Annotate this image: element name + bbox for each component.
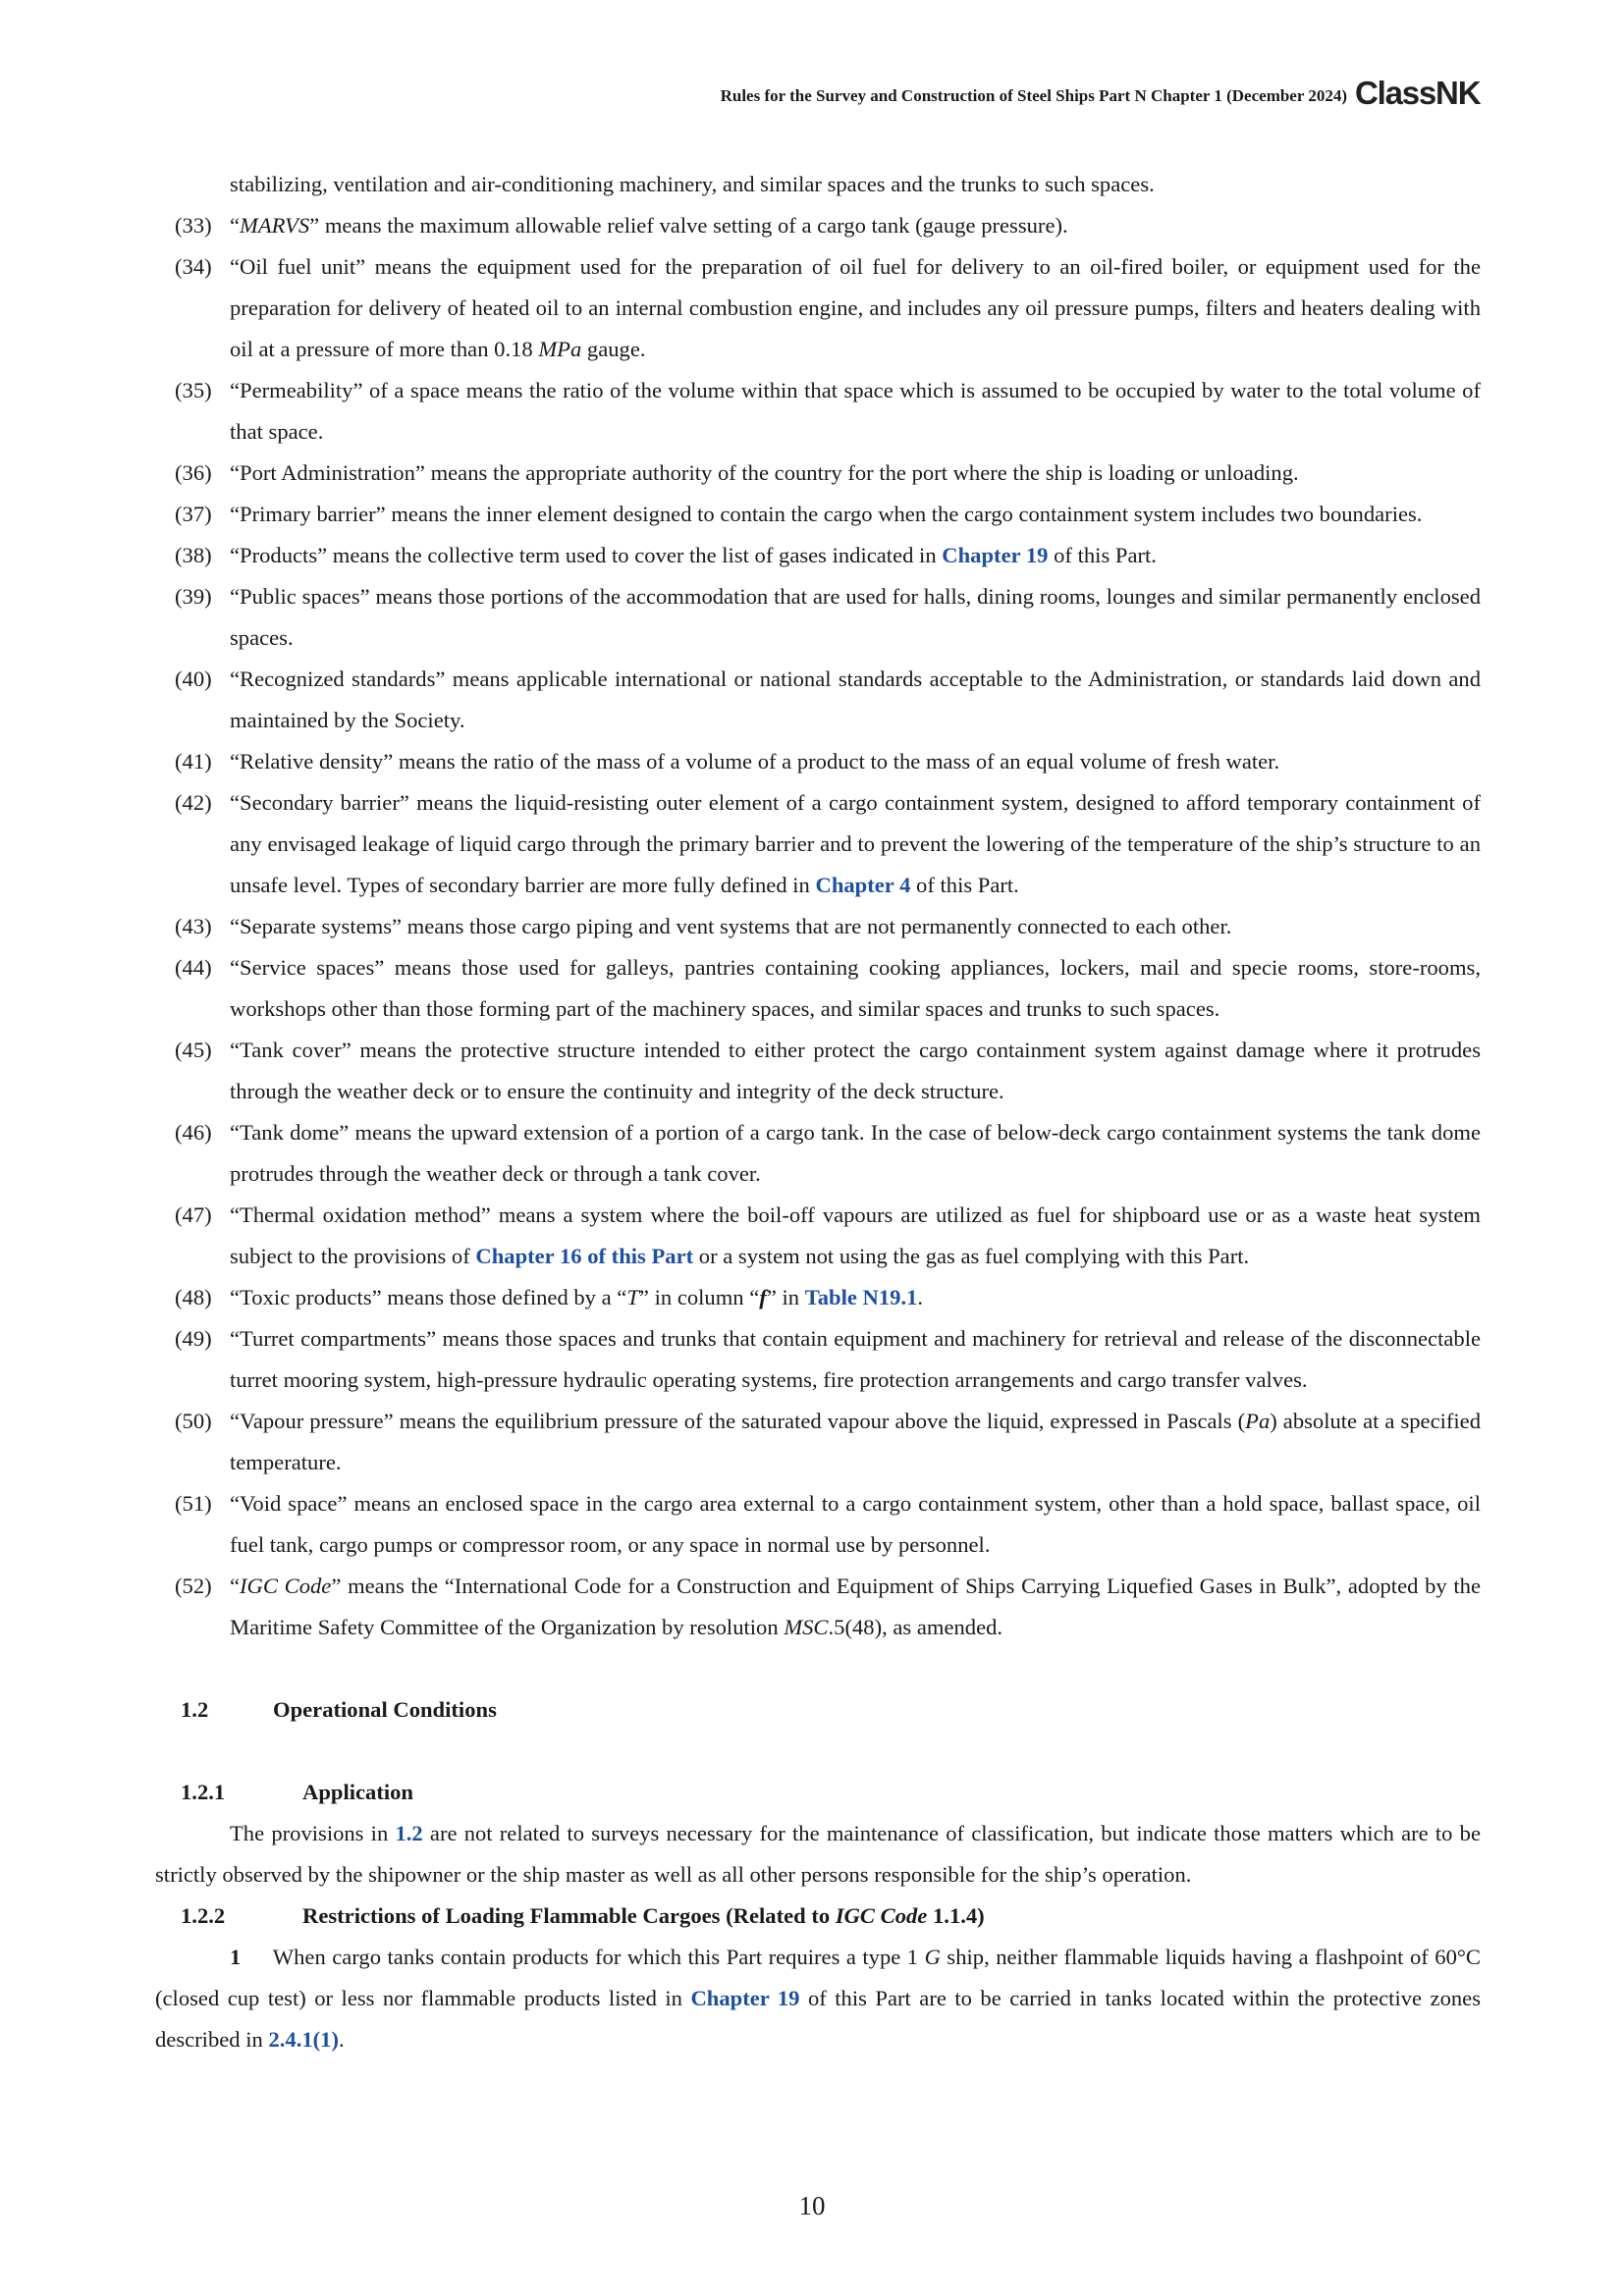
application-paragraph: [155, 1813, 1481, 1896]
text-run: “Relative density” means the ratio of the mass of a volume of a product to the mass of an equal volume of fresh water.: [230, 749, 1280, 774]
definition-text: [230, 1491, 1481, 1557]
definition-text: [230, 1202, 1481, 1268]
definition-number: (47): [175, 1202, 212, 1227]
text-run: “Permeability” of a space means the ratio of the volume within that space which is assumed to be occupied by water to the total volume of that space.: [230, 378, 1481, 444]
header-title: Rules for the Survey and Construction of Steel Ships Part N Chapter 1 (December 2024): [720, 86, 1347, 105]
definitions-list: [155, 164, 1481, 1648]
paragraph-text: [155, 1945, 1481, 2052]
text-run: “Products” means the collective term used to cover the list of gases indicated in: [230, 543, 943, 567]
page-content: [155, 164, 1481, 2060]
page-number: 10: [798, 2191, 826, 2220]
definition-number: (50): [175, 1409, 212, 1433]
classnk-logo: ClassNK: [1355, 75, 1481, 111]
text-run: “: [230, 213, 241, 238]
text-run: “Thermal oxidation method” means a system where the boil-off vapours are utilized as fuel for shipboard use or as a waste heat system subject to the provisions of: [230, 1202, 1481, 1268]
definition-text: [230, 460, 1299, 485]
italic-term: IGC Code: [835, 1903, 928, 1928]
definition-text: [230, 1120, 1481, 1186]
cross-reference-link[interactable]: Chapter 19: [942, 543, 1049, 567]
text-run: stabilizing, ventilation and air-conditioning machinery, and similar spaces and the trunks to such spaces.: [230, 172, 1155, 196]
definition-text: [230, 543, 1157, 567]
definition-text: [230, 584, 1481, 650]
definition-text: [230, 172, 1155, 196]
definition-text: [230, 254, 1481, 361]
definition-item: [155, 1277, 1481, 1318]
cross-reference-link[interactable]: Table N19.1: [804, 1285, 918, 1309]
cross-reference-link[interactable]: 1.2: [395, 1821, 423, 1845]
section-number: 1.2: [181, 1697, 209, 1722]
text-run: .: [917, 1285, 924, 1309]
italic-term: MARVS: [240, 213, 310, 238]
text-run: “Oil fuel unit” means the equipment used for the preparation of oil fuel for delivery to an oil-fired boiler, or equipment used for the preparation for delivery of heated oil to an internal combustion engine, and includes any oil pressure pumps, filters and heaters dealing with oil at a pressure of more than 0.18: [230, 254, 1481, 361]
subsection-title: Application: [302, 1780, 413, 1804]
definition-item: [155, 164, 1481, 205]
italic-term: IGC Code: [240, 1574, 332, 1598]
text-run: are not related to surveys necessary for the maintenance of classification, but indicate those matters which are to be strictly observed by the shipowner or the ship master as well as all other persons responsible for the ship’s operation.: [155, 1821, 1481, 1887]
definition-text: [230, 502, 1422, 526]
definition-item: [155, 453, 1481, 494]
definition-number: (39): [175, 584, 212, 609]
definition-text: [230, 790, 1481, 897]
definition-number: (33): [175, 213, 212, 238]
subsection-number: 1.2.1: [181, 1780, 226, 1804]
definition-item: [155, 1030, 1481, 1112]
italic-term: G: [924, 1945, 941, 1969]
definition-item: [155, 906, 1481, 947]
cross-reference-link[interactable]: Chapter 16 of this Part: [475, 1244, 694, 1268]
italic-term: MPa: [538, 337, 582, 361]
cross-reference-link[interactable]: Chapter 19: [690, 1986, 800, 2010]
definition-text: [230, 955, 1481, 1021]
text-run: “: [230, 1574, 241, 1598]
definition-item: [155, 246, 1481, 370]
definition-text: [230, 914, 1231, 938]
definition-text: [230, 1285, 923, 1309]
page-header: [0, 73, 1624, 122]
text-run: or a system not using the gas as fuel complying with this Part.: [693, 1244, 1250, 1268]
section-heading: [155, 1689, 1481, 1731]
definition-number: (44): [175, 955, 212, 980]
text-run: “Tank dome” means the upward extension of a portion of a cargo tank. In the case of below-deck cargo containment systems the tank dome protrudes through the weather deck or through a tank cover.: [230, 1120, 1481, 1186]
definition-text: [230, 1574, 1481, 1639]
text-run: of this Part are to be carried in tanks located within the protective zones described in: [155, 1986, 1481, 2052]
definition-item: [155, 1318, 1481, 1401]
bold-italic-term: f: [759, 1285, 767, 1309]
definition-item: [155, 205, 1481, 246]
text-run: ” means the “International Code for a Construction and Equipment of Ships Carrying Liquefied Gases in Bulk”, adopted by the Maritime Safety Committee of the Organization by resolution: [230, 1574, 1481, 1639]
text-run: “Void space” means an enclosed space in the cargo area external to a cargo containment system, other than a hold space, ballast space, oil fuel tank, cargo pumps or compressor room, or any space in normal use by personnel.: [230, 1491, 1481, 1557]
definition-number: (35): [175, 378, 212, 402]
text-run: of this Part.: [910, 873, 1019, 897]
cross-reference-link[interactable]: Chapter 4: [815, 873, 911, 897]
italic-term: Pa: [1245, 1409, 1271, 1433]
definition-number: (43): [175, 914, 212, 938]
definition-text: [230, 667, 1481, 732]
paragraph-number: 1: [230, 1945, 242, 1969]
definition-number: (36): [175, 460, 212, 485]
text-run: ” in column “: [638, 1285, 760, 1309]
definition-number: (41): [175, 749, 212, 774]
definition-number: (46): [175, 1120, 212, 1145]
definition-item: [155, 535, 1481, 576]
definition-number: (45): [175, 1038, 212, 1062]
text-run: ” means the maximum allowable relief valve setting of a cargo tank (gauge pressure).: [309, 213, 1068, 238]
definition-item: [155, 741, 1481, 782]
text-run: ) absolute at a specified temperature.: [230, 1409, 1481, 1474]
text-run: of this Part.: [1048, 543, 1157, 567]
definition-item: [155, 947, 1481, 1030]
definition-item: [155, 782, 1481, 906]
text-run: gauge.: [581, 337, 646, 361]
italic-term: MSC: [784, 1615, 829, 1639]
text-run: “Toxic products” means those defined by a “: [230, 1285, 627, 1309]
text-run: 1.1.4): [927, 1903, 985, 1928]
definition-item: [155, 1566, 1481, 1648]
subsection-heading-restrictions: [155, 1896, 1481, 1937]
definition-number: (48): [175, 1285, 212, 1309]
text-run: “Separate systems” means those cargo piping and vent systems that are not permanently connected to each other.: [230, 914, 1232, 938]
definition-number: (34): [175, 254, 212, 279]
definition-number: (51): [175, 1491, 212, 1516]
text-run: “Port Administration” means the appropriate authority of the country for the port where the ship is loading or unloading.: [230, 460, 1299, 485]
text-run: “Vapour pressure” means the equilibrium pressure of the saturated vapour above the liquid, expressed in Pascals (: [230, 1409, 1246, 1433]
text-run: “Turret compartments” means those spaces and trunks that contain equipment and machinery for retrieval and release of the disconnectable turret mooring system, high-pressure hydraulic operating systems, fire protection arrangements and cargo transfer valves.: [230, 1326, 1481, 1392]
section-title: Operational Conditions: [273, 1697, 497, 1722]
text-run: “Tank cover” means the protective structure intended to either protect the cargo containment system against damage where it protrudes through the weather deck or to ensure the continuity and integrity of the deck structure.: [230, 1038, 1481, 1103]
definition-number: (40): [175, 667, 212, 691]
text-run: ” in: [766, 1285, 805, 1309]
definition-number: (38): [175, 543, 212, 567]
definition-number: (49): [175, 1326, 212, 1351]
definition-number: (37): [175, 502, 212, 526]
definition-number: (42): [175, 790, 212, 815]
definition-text: [230, 749, 1279, 774]
subsection-title: [302, 1896, 985, 1937]
definition-item: [155, 1483, 1481, 1566]
subsection-number: 1.2.2: [181, 1903, 226, 1928]
definition-text: [230, 1038, 1481, 1103]
text-run: When cargo tanks contain products for which this Part requires a type 1: [272, 1945, 925, 1969]
text-run: “Service spaces” means those used for galleys, pantries containing cooking appliances, lockers, mail and specie rooms, store-rooms, workshops other than those forming part of the machinery spaces, and similar spaces and trunks to such spaces.: [230, 955, 1481, 1021]
definition-text: [230, 213, 1068, 238]
definition-item: [155, 1195, 1481, 1277]
text-run: .5(48), as amended.: [828, 1615, 1003, 1639]
text-run: “Public spaces” means those portions of the accommodation that are used for halls, dining rooms, lounges and similar permanently enclosed spaces.: [230, 584, 1481, 650]
definition-text: [230, 378, 1481, 444]
restrictions-paragraph: [155, 1937, 1481, 2060]
cross-reference-link[interactable]: 2.4.1(1): [268, 2027, 339, 2052]
italic-term: T: [626, 1285, 639, 1309]
definition-item: [155, 494, 1481, 535]
text-run: “Secondary barrier” means the liquid-resisting outer element of a cargo containment system, designed to afford temporary containment of any envisaged leakage of liquid cargo through the primary barrier and to prevent the lowering of the temperature of the ship’s structure to an unsafe level. Types of secondary barrier are more fully defined in: [230, 790, 1481, 897]
text-run: “Recognized standards” means applicable international or national standards acceptable to the Administration, or standards laid down and maintained by the Society.: [230, 667, 1481, 732]
definition-item: [155, 659, 1481, 741]
definition-number: (52): [175, 1574, 212, 1598]
definition-item: [155, 1401, 1481, 1483]
text-run: The provisions in: [230, 1821, 396, 1845]
text-run: “Primary barrier” means the inner element designed to contain the cargo when the cargo containment system includes two boundaries.: [230, 502, 1423, 526]
text-run: .: [339, 2027, 345, 2052]
definition-item: [155, 1112, 1481, 1195]
definition-text: [230, 1409, 1481, 1474]
definition-text: [230, 1326, 1481, 1392]
definition-item: [155, 576, 1481, 659]
text-run: ship, neither flammable liquids having a flashpoint of 60°C (closed cup test) or less nor flammable products listed in: [155, 1945, 1481, 2010]
text-run: Restrictions of Loading Flammable Cargoes (Related to: [302, 1903, 836, 1928]
subsection-heading-application: [155, 1772, 1481, 1813]
definition-item: [155, 370, 1481, 453]
